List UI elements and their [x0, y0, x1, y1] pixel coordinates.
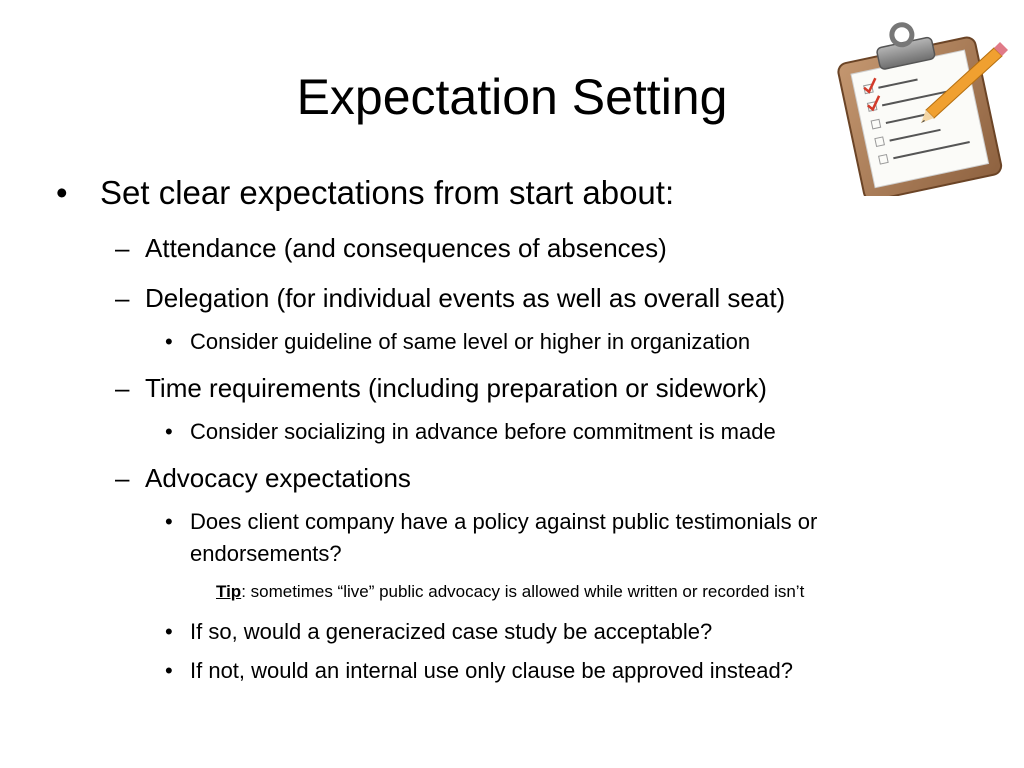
dash-marker: – [115, 373, 130, 403]
bullet-marker: • [165, 329, 173, 354]
detail-bullet-text: Does client company have a policy against public testimonials or endorsements? [190, 509, 818, 566]
clipboard-checklist-icon [826, 18, 1020, 196]
detail-bullet-internal-use [165, 655, 965, 687]
bullet-marker: • [56, 174, 68, 211]
tip-text: : sometimes “live” public advocacy is allowed while written or recorded isn’t [241, 582, 805, 601]
slide-title: Expectation Setting [296, 69, 728, 125]
tip-label: Tip [216, 582, 242, 601]
detail-bullet-text: Consider guideline of same level or higher in organization [190, 329, 751, 354]
sub-bullet-text: Time requirements (including preparation or sidework) [145, 373, 767, 403]
dash-marker: – [115, 283, 130, 313]
detail-bullet-time [165, 416, 965, 448]
detail-bullet-text: If so, would a generacized case study be acceptable? [190, 619, 713, 644]
sub-bullet-text: Advocacy expectations [145, 463, 411, 493]
detail-bullet-delegation [165, 326, 965, 358]
detail-bullet-text: Consider socializing in advance before commitment is made [190, 419, 776, 444]
dash-marker: – [115, 233, 130, 263]
sub-bullet-text: Delegation (for individual events as well as overall seat) [145, 283, 786, 313]
bullet-marker: • [165, 619, 173, 644]
detail-bullet-case-study [165, 616, 965, 648]
bullet-marker: • [165, 658, 173, 683]
detail-bullet-text: If not, would an internal use only clause be approved instead? [190, 658, 793, 683]
tip-note [216, 578, 1006, 606]
sub-bullet-text: Attendance (and consequences of absences) [145, 233, 667, 263]
dash-marker: – [115, 463, 130, 493]
bullet-marker: • [165, 509, 173, 534]
bullet-marker: • [165, 419, 173, 444]
detail-bullet-policy [165, 506, 945, 570]
main-bullet-text: Set clear expectations from start about: [100, 174, 675, 211]
